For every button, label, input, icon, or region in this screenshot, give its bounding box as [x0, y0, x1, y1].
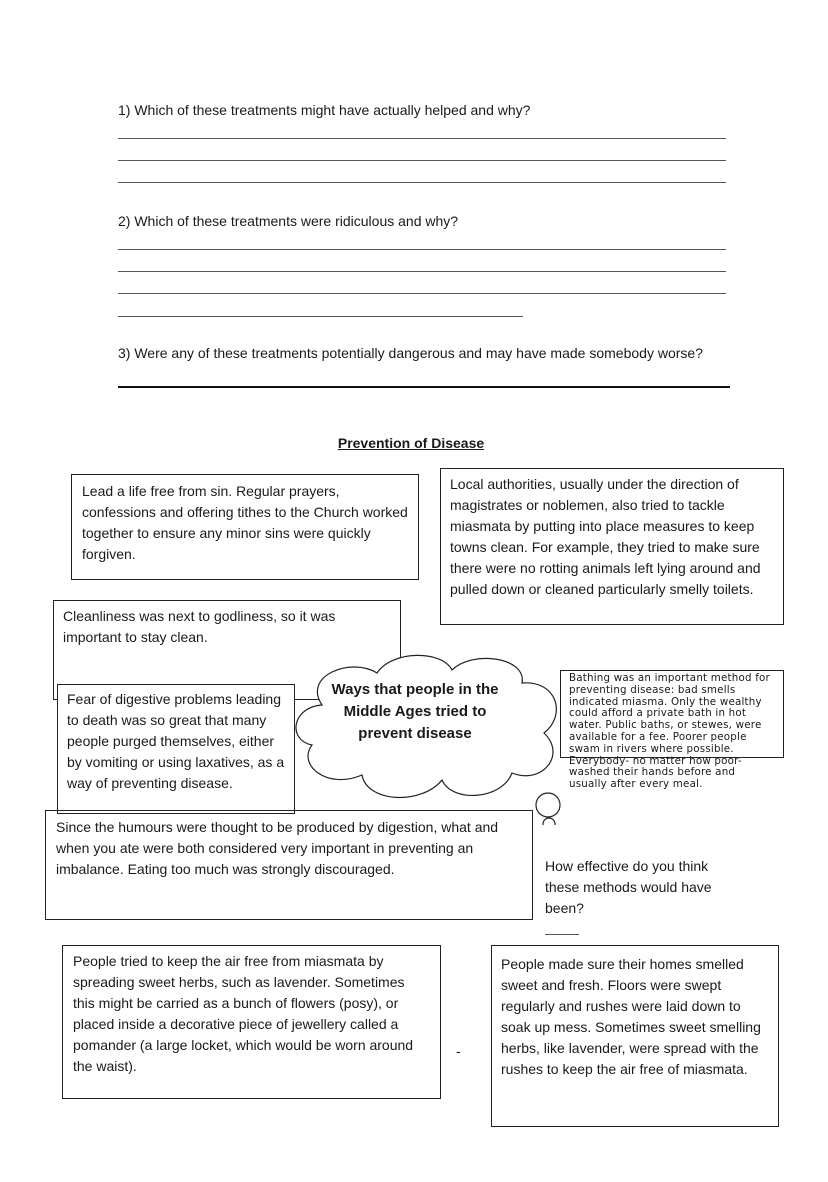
box-sin: Lead a life free from sin. Regular prayers, confessions and offering tithes to the Church worked together to ensure any minor sins were quickly forgiven.: [71, 474, 419, 580]
answer-line[interactable]: [118, 138, 726, 139]
box-cleanliness: Cleanliness was next to godliness, so it was important to stay clean.: [53, 600, 401, 700]
cloud-bubble-small: [543, 818, 555, 825]
box-herbs: People tried to keep the air free from miasmata by spreading sweet herbs, such as lavender. Sometimes this might be carried as a bunch of flowers (posy), or placed inside a decorative piece of jewellery called a pomander (a large locket, which would be worn around the waist).: [62, 945, 441, 1099]
section-title: Prevention of Disease: [337, 435, 485, 451]
answer-line[interactable]: [118, 316, 523, 317]
box-humours: Since the humours were thought to be produced by digestion, what and when you ate were both considered very important in preventing an imbalance. Eating too much was strongly discouraged.: [45, 810, 533, 920]
box-bathing: Bathing was an important method for preventing disease: bad smells indicated miasma. Only the wealthy could afford a private bath in hot water. Public baths, or stewes, were available for a fee. Poorer people swam in rivers where possible. Everybody- no matter how poor- washed their hands before and usually after every meal.: [560, 670, 784, 758]
answer-line[interactable]: [118, 249, 726, 250]
question-2: 2) Which of these treatments were ridiculous and why?: [118, 213, 459, 229]
cloud-title: Ways that people in the Middle Ages tried to prevent disease: [331, 681, 499, 742]
question-1: 1) Which of these treatments might have actually helped and why?: [118, 102, 531, 118]
answer-line[interactable]: [118, 271, 726, 272]
stray-dash: -: [456, 1043, 461, 1059]
effective-question: How effective do you think these methods would have been?: [545, 858, 712, 916]
box-authorities: Local authorities, usually under the direction of magistrates or noblemen, also tried to tackle miasmata by putting into place measures to keep towns clean. For example, they tried to make sure there were no rotting animals left lying around and pulled down or cleaned particularly smelly toilets.: [440, 468, 784, 625]
answer-line[interactable]: [118, 160, 726, 161]
cloud-bubble-large: [536, 793, 560, 817]
answer-line[interactable]: [118, 182, 726, 183]
answer-line[interactable]: [118, 386, 730, 388]
answer-line[interactable]: [118, 293, 726, 294]
box-digestive: Fear of digestive problems leading to death was so great that many people purged themselves, either by vomiting or using laxatives, as a way of preventing disease.: [57, 684, 295, 814]
box-homes: People made sure their homes smelled sweet and fresh. Floors were swept regularly and rushes were laid down to soak up mess. Sometimes sweet smelling herbs, like lavender, were spread with the rushes to keep the air free of miasmata.: [491, 945, 779, 1127]
question-3: 3) Were any of these treatments potentially dangerous and may have made somebody worse?: [118, 345, 703, 361]
answer-line[interactable]: [545, 934, 579, 935]
